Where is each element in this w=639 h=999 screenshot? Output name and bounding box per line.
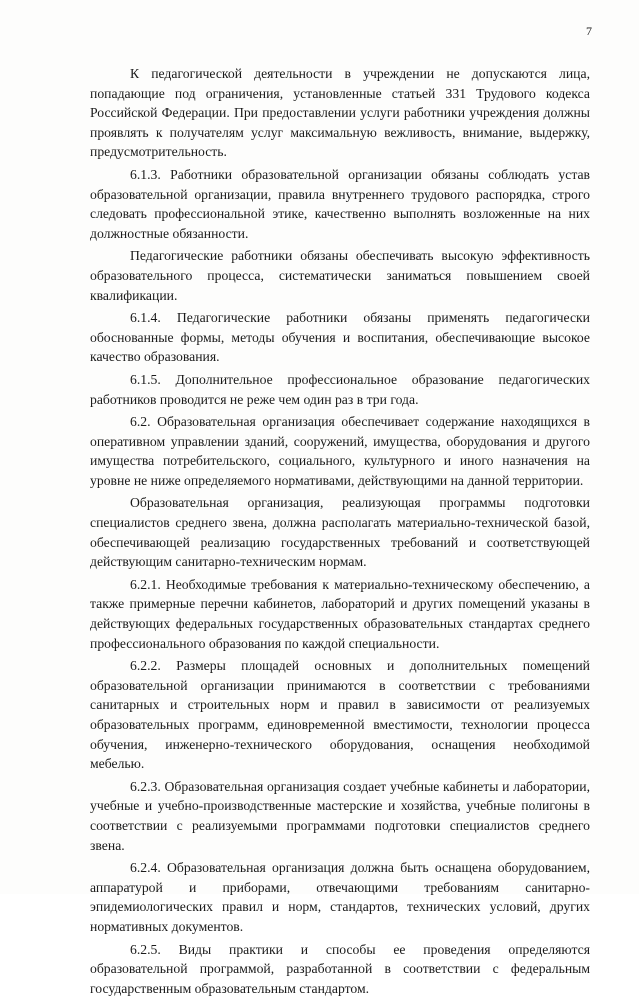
paragraph-6-2-4: 6.2.4. Образовательная организация должна быть оснащена оборудованием, аппаратурой и приборами, отвечающими требованиям санитарно-эпидемиологических правил и норм, стандартов, технических условий, других нормативных документов. bbox=[90, 860, 590, 934]
paragraph-6-2-2: 6.2.2. Размеры площадей основных и дополнительных помещений образовательной организации принимаются в соответствии с требованиями санитарных и строительных норм и правил в зависимости от реализуемых образовательных программ, единовременной вместимости, технологии процесса обучения, инженерно-технического оборудования, оснащения необходимой мебелью. bbox=[90, 658, 590, 772]
paragraph-6-1-5: 6.1.5. Дополнительное профессиональное образование педагогических работников проводится не реже чем один раз в три года. bbox=[90, 371, 590, 407]
paragraph-6-1-4: 6.1.4. Педагогические работники обязаны применять педагогически обоснованные формы, методы обучения и воспитания, обеспечивающие высокое качество образования. bbox=[90, 310, 590, 365]
paragraph-teacher-efficiency: Педагогические работники обязаны обеспечивать высокую эффективность образовательного процесса, систематически заниматься повышением своей квалификации. bbox=[90, 248, 590, 303]
document-body bbox=[90, 64, 590, 999]
paragraph-6-2: 6.2. Образовательная организация обеспечивает содержание находящихся в оперативном управлении зданий, сооружений, имущества, оборудования и другого имущества потребительского, социального, культурного и иного назначения на уровне не ниже определяемого нормативами, действующими на данной территории. bbox=[90, 414, 590, 488]
paragraph-6-2-5: 6.2.5. Виды практики и способы ее проведения определяются образовательной программой, разработанной в соответствии с федеральным государственным образовательным стандартом. bbox=[90, 941, 590, 996]
paragraph-admission-restrictions: К педагогической деятельности в учреждении не допускаются лица, попадающие под ограничения, установленные статьей 331 Трудового кодекса Российской Федерации. При предоставлении услуги работники учреждения должны проявлять к получателям услуг максимальную вежливость, внимание, выдержку, предусмотрительность. bbox=[90, 66, 590, 160]
paragraph-6-2-3: 6.2.3. Образовательная организация создает учебные кабинеты и лаборатории, учебные и учебно-производственные мастерские и хозяйства, учебные полигоны в соответствии с реализуемыми программами подготовки специалистов среднего звена. bbox=[90, 778, 590, 853]
paragraph-material-base: Образовательная организация, реализующая программы подготовки специалистов среднего звена, должна располагать материально-технической базой, обеспечивающей реализацию государственных требований и соответствующей действующим санитарно-техническим нормам. bbox=[90, 495, 590, 570]
paragraph-6-1-3: 6.1.3. Работники образовательной организации обязаны соблюдать устав образовательной организации, правила внутреннего трудового распорядка, строго следовать профессиональной этике, качественно выполнять возложенные на них должностные обязанности. bbox=[90, 166, 590, 241]
paragraph-6-2-1: 6.2.1. Необходимые требования к материально-техническому обеспечению, а также примерные перечни кабинетов, лабораторий и других помещений указаны в действующих федеральных государственных образовательных стандартах среднего профессионального образования по каждой специальности. bbox=[90, 576, 590, 651]
page-number: 7 bbox=[586, 24, 592, 38]
